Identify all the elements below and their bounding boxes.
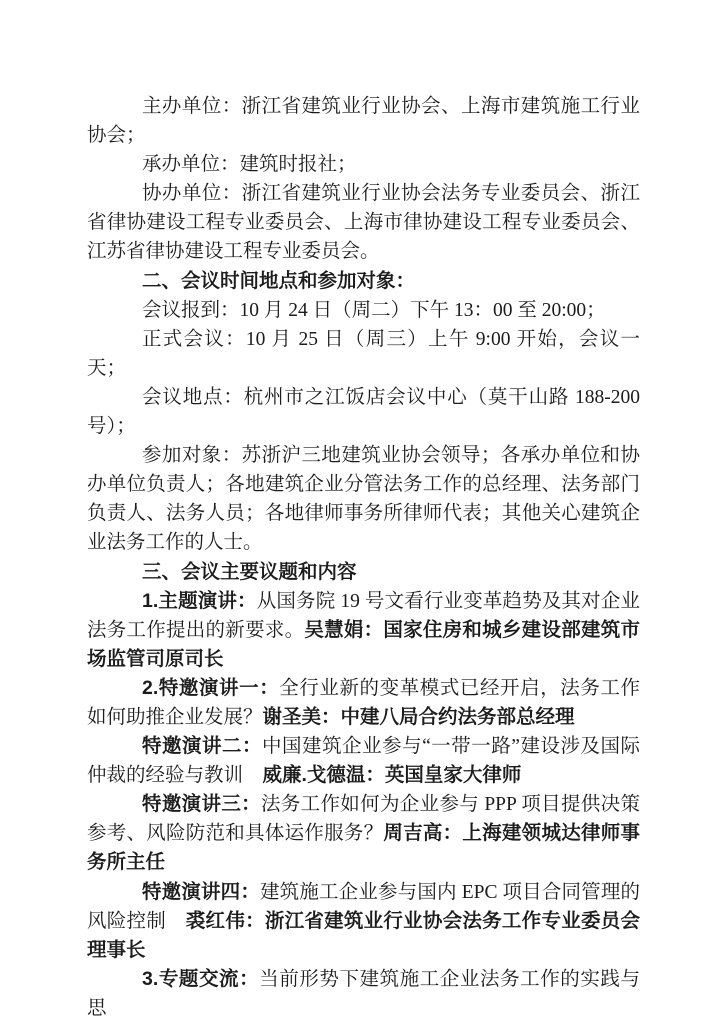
- bold-text-run: 裘红伟：浙江省建筑业行业协会法务工作专业委员会理事长: [87, 909, 640, 961]
- text-run: 主办单位：浙江省建筑业行业协会、上海市建筑施工行业协会；: [87, 96, 640, 147]
- paragraph-section-3-heading: [87, 558, 640, 587]
- text-run: 当前形势下建筑施工企业法务工作的实践与思: [87, 968, 640, 1019]
- text-run: 正式会议：10 月 25 日（周三）上午 9:00 开始，会议一天；: [87, 328, 640, 379]
- paragraph-invited-speech-4: [87, 878, 640, 965]
- paragraph-invited-speech-1: [87, 674, 640, 732]
- text-run: 会议地点：杭州市之江饭店会议中心（莫干山路 188-200 号）；: [87, 386, 640, 438]
- text-run: 参加对象：苏浙沪三地建筑业协会领导；各承办单位和协办单位负责人；各地建筑企业分管法务工作的总经理、法务部门负责人、法务人员；各地律师事务所律师代表；其他关心建筑企业法务工作的人士。: [87, 445, 640, 554]
- paragraph-keynote-speech: [87, 587, 640, 674]
- text-run: 建筑施工企业参与国内 EPC 项目合同管理的风险控制: [87, 881, 640, 932]
- text-run: 从国务院 19 号文看行业变革趋势及其对企业法务工作提出的新要求。: [87, 590, 640, 641]
- bold-text-run: 威廉.戈德温：英国皇家大律师: [262, 764, 522, 787]
- bold-text-run: 1.主题演讲：: [142, 589, 257, 612]
- text-run: 全行业新的变革模式已经开启，法务工作如何助推企业发展？: [87, 677, 640, 728]
- paragraph-invited-speech-3: [87, 790, 640, 877]
- bold-text-run: 二、会议时间地点和参加对象：: [142, 269, 416, 292]
- paragraph-topic-exchange: [87, 965, 640, 1023]
- bold-text-run: 周吉高：上海建领城达律师事务所主任: [87, 822, 640, 874]
- paragraph-formal-meeting-time: [87, 325, 640, 383]
- bold-text-run: 三、会议主要议题和内容: [142, 560, 357, 583]
- text-run: 协办单位：浙江省建筑业行业协会法务专业委员会、浙江省律协建设工程专业委员会、上海市律协建设工程专业委员会、江苏省律协建设工程专业委员会。: [87, 183, 640, 263]
- paragraph-host-units: [87, 92, 640, 150]
- paragraph-invited-speech-2: [87, 732, 640, 790]
- paragraph-registration-time: [87, 296, 640, 325]
- bold-text-run: 3.专题交流：: [142, 967, 260, 990]
- bold-text-run: 特邀演讲二：: [142, 735, 263, 758]
- paragraph-section-2-heading: [87, 267, 640, 296]
- bold-text-run: 特邀演讲三：: [142, 793, 261, 816]
- paragraph-undertaking-unit: [87, 150, 640, 179]
- document-body: [87, 92, 640, 1023]
- bold-text-run: 特邀演讲四：: [142, 880, 260, 903]
- paragraph-participants: [87, 441, 640, 557]
- text-run: 承办单位：建筑时报社；: [142, 154, 357, 176]
- text-run: 法务工作如何为企业参与 PPP 项目提供决策参考、风险防范和具体运作服务？: [87, 794, 640, 845]
- bold-text-run: 谢圣美：中建八局合约法务部总经理: [262, 705, 575, 728]
- text-run: 会议报到：10 月 24 日（周二）下午 13：00 至 20:00；: [142, 299, 606, 321]
- paragraph-co-organizing-units: [87, 179, 640, 266]
- bold-text-run: 2.特邀演讲一：: [142, 676, 280, 699]
- text-run: 中国建筑企业参与“一带一路”建设涉及国际仲裁的经验与教训: [87, 736, 640, 787]
- bold-text-run: 吴慧娟：国家住房和城乡建设部建筑市场监管司原司长: [87, 618, 640, 670]
- paragraph-venue: [87, 383, 640, 441]
